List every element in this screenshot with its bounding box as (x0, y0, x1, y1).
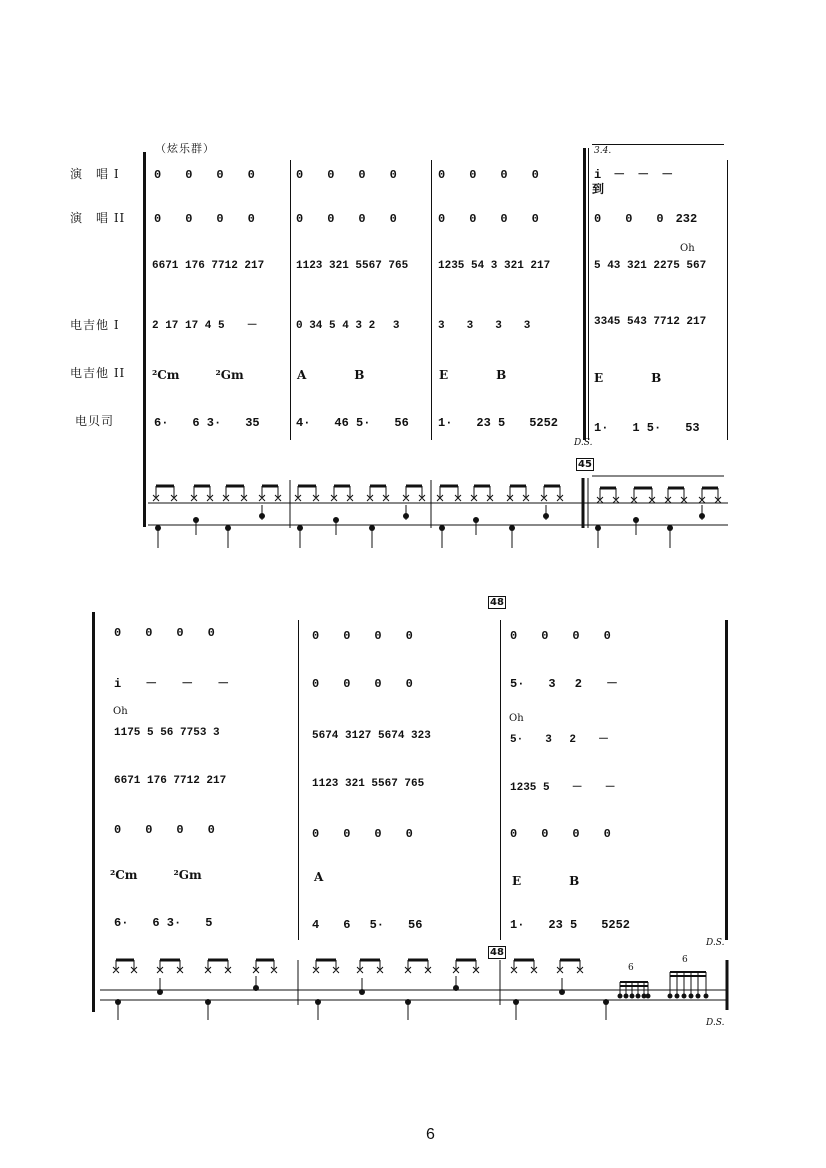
rehearsal-mark-top: 48 (490, 597, 504, 608)
vocal2-m4: 0 0 0 232 (594, 212, 698, 226)
ds-marking-2: D.S. (706, 1018, 725, 1028)
oh-text-2: Oh (509, 713, 524, 724)
final-barline (725, 620, 728, 940)
s2-guitar2-m3: 0 0 0 0 (510, 827, 611, 841)
s2-bass-m3: 1· 23 5 5252 (510, 918, 631, 932)
guitar1-m3: 3 3 3 3 (438, 320, 531, 332)
guitar1-m4: 3345 543 7712 217 (594, 316, 707, 328)
s2-chords-m3: E B (512, 874, 580, 888)
bass-m3: 1· 23 5 5252 (438, 416, 559, 430)
s2-guitar2-m2: 0 0 0 0 (312, 827, 413, 841)
label-vocal-2: 演 唱 II (70, 211, 126, 225)
s2-melody-m2: 5674 3127 5674 323 (312, 730, 431, 742)
label-guitar-2: 电吉他 II (70, 366, 126, 380)
guitar2-m4: E B (594, 371, 662, 385)
vocal2-m1: 0 0 0 0 (154, 212, 255, 226)
s2-vocal1-m2: 0 0 0 0 (312, 629, 413, 643)
vocal2-m2: 0 0 0 0 (296, 212, 397, 226)
bass-m1: 6· 6 3· 35 (154, 416, 260, 430)
label-guitar-1: 电吉他 I (70, 318, 120, 332)
s2-chords-m2: A (314, 870, 324, 884)
rehearsal-mark-drum: 48 (490, 947, 504, 958)
barline (298, 620, 299, 940)
guitar2-m3: E B (439, 368, 507, 382)
melody-m3: 1235 54 3 321 217 (438, 260, 551, 272)
s2-vocal1-m1: 0 0 0 0 (114, 626, 215, 640)
barline (500, 620, 501, 940)
label-vocal-1: 演 唱 I (70, 167, 120, 181)
guitar2-m2: A B (297, 368, 365, 382)
dao-text: 到 (592, 182, 605, 196)
system2-bracket (92, 612, 95, 1012)
s2-vocal2-m2: 0 0 0 0 (312, 677, 413, 691)
s2-guitar1-m1: 6671 176 7712 217 (114, 775, 227, 787)
s2-melody-m1: 1175 5 56 7753 3 (114, 727, 220, 739)
s2-bass-m1: 6· 6 3· 5 (114, 916, 213, 930)
vocal2-m3: 0 0 0 0 (438, 212, 539, 226)
s2-vocal1-m3: 0 0 0 0 (510, 629, 611, 643)
s2-vocal2-m3: 5· 3 2 － (510, 677, 619, 691)
section-label: （炫乐群） (155, 142, 215, 155)
melody-m1: 6671 176 7712 217 (152, 260, 265, 272)
vocal1-m1: 0 0 0 0 (154, 168, 255, 182)
s2-chords-m1: ²Cm ²Gm (110, 868, 202, 882)
bass-m4: 1· 1 5· 53 (594, 421, 700, 435)
vocal1-m3: 0 0 0 0 (438, 168, 539, 182)
label-bass: 电贝司 (75, 414, 115, 428)
guitar1-m2: 0 34 5 4 3 2 3 (296, 320, 400, 332)
s2-bass-m2: 4 6 5· 56 (312, 918, 423, 932)
ds-marking-1: D.S. (706, 938, 725, 948)
vocal1-m4: i － － － (594, 168, 674, 182)
s2-vocal2-m1: i － － － (114, 677, 230, 691)
tuplet-number: 6 (682, 955, 688, 965)
rehearsal-mark: 45 (578, 459, 592, 470)
melody-m4: 5 43 321 2275 567 (594, 260, 707, 272)
guitar2-m1: ²Cm ²Gm (152, 368, 244, 382)
s2-guitar1-m2: 1123 321 5567 765 (312, 778, 425, 790)
s2-melody-m3: 5· 3 2 － (510, 734, 610, 746)
melody-m2: 1123 321 5567 765 (296, 260, 409, 272)
oh-text-1: Oh (113, 706, 128, 717)
s2-guitar2-m1: 0 0 0 0 (114, 823, 215, 837)
page-number: 6 (426, 1126, 435, 1143)
vocal1-m2: 0 0 0 0 (296, 168, 397, 182)
bass-m2: 4· 46 5· 56 (296, 416, 409, 430)
ds-marking: D.S. (574, 438, 593, 448)
volta-label: 3.4. (594, 146, 612, 156)
guitar1-m1: 2 17 17 4 5 － (152, 320, 258, 332)
tuplet-number: 6 (628, 963, 634, 973)
s2-guitar1-m3: 1235 5 － － (510, 782, 616, 794)
oh-text: Oh (680, 243, 695, 254)
